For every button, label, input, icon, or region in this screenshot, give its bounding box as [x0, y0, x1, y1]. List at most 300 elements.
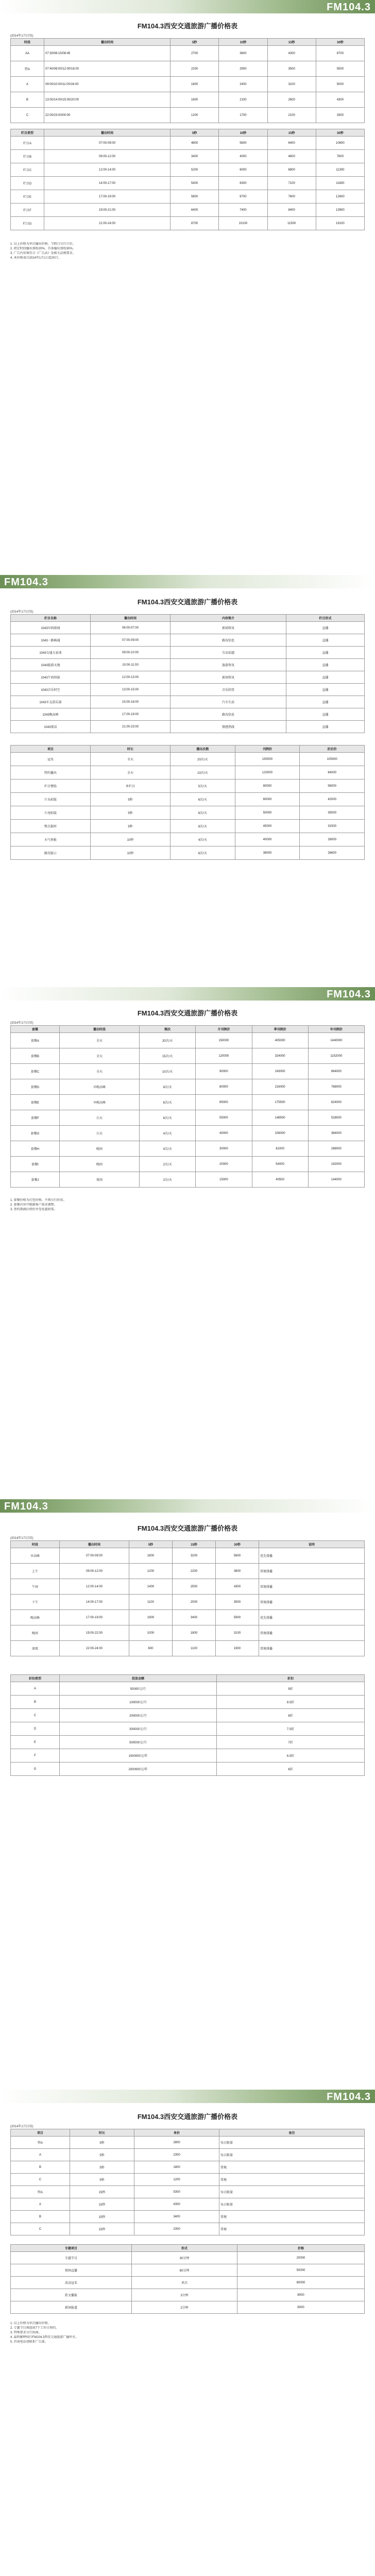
table-row — [11, 46, 365, 61]
header-cell: 播出时间 — [44, 129, 171, 137]
table-cell: 单次 — [132, 2277, 237, 2289]
table-cell: 10次/天 — [171, 766, 235, 779]
table-cell: 晚间 — [11, 1625, 60, 1641]
header-cell: 备注 — [219, 2129, 365, 2137]
table-cell: 1900 — [129, 1610, 173, 1625]
table-cell: 26600 — [300, 846, 365, 860]
table-cell: 1200 — [129, 1564, 173, 1579]
table-cell: 81000 — [252, 1141, 308, 1157]
table-cell: 1043音乐时空 — [11, 684, 91, 696]
table-cell: 108000 — [252, 1126, 308, 1141]
table-cell: 45000 — [235, 820, 300, 833]
table-cell: 15秒 — [70, 2186, 134, 2198]
program-table — [10, 614, 365, 733]
table-row — [11, 2198, 365, 2211]
table-cell: 35000 — [300, 806, 365, 820]
header-cell: 30秒 — [316, 39, 364, 46]
table-cell: 324000 — [252, 1048, 308, 1064]
table-cell: 午间 — [11, 1579, 60, 1595]
table-cell: 15秒 — [70, 2211, 134, 2223]
table-cell: 常规排播 — [259, 1641, 365, 1656]
table-cell: 06:00-07:00 — [91, 622, 171, 634]
table-cell: 1152000 — [308, 1048, 364, 1064]
table-cell: 150000 — [235, 753, 300, 766]
table-cell: 20000 — [237, 2252, 365, 2264]
table-cell: 晚间 — [60, 1157, 140, 1172]
table-cell: 13:00/14:00/15:00/20:00 — [44, 92, 171, 108]
section-4 — [0, 1499, 375, 1860]
table-cell: 5秒 — [70, 2174, 134, 2186]
table-cell: B — [11, 92, 44, 108]
header-cell: 项目 — [11, 745, 91, 753]
table-row — [11, 137, 365, 150]
doc-note: (2014年1月启用) — [10, 611, 33, 614]
table-cell: C — [11, 2223, 70, 2235]
table-row — [11, 1709, 365, 1722]
table-cell: 40000 — [196, 1126, 252, 1141]
table-cell: 1000000元/年 — [60, 1749, 217, 1762]
table-cell: 12:00-14:00 — [44, 163, 171, 177]
table-cell: 栏目B — [11, 150, 44, 163]
doc-title: FM104.3西安交通旅游广播价格表 — [137, 2113, 238, 2121]
table-cell: 5900 — [216, 1610, 259, 1625]
table-cell: 套餐G — [11, 1126, 60, 1141]
table-row — [11, 2186, 365, 2198]
table-row — [11, 846, 365, 860]
table-cell: 19:00-22:00 — [60, 1625, 129, 1641]
table-row — [11, 2174, 365, 2186]
note-line: 3. 签约期满后续约享受优惠政策。 — [10, 1208, 57, 1211]
table-row — [11, 2277, 365, 2289]
table-cell: 2100 — [219, 92, 267, 108]
table-row — [11, 793, 365, 806]
table-cell: 路况信息 — [171, 708, 286, 721]
table-row — [11, 779, 365, 793]
table-header-row — [11, 2129, 365, 2137]
header-cell: 10秒 — [219, 129, 267, 137]
header-cell: 播出时段 — [60, 1026, 140, 1033]
table-cell: 3500 — [267, 61, 316, 77]
table-cell: 2600 — [267, 92, 316, 108]
table-cell: 1800 — [129, 1548, 173, 1564]
table-cell: 3100 — [216, 1625, 259, 1641]
table-cell: 新闻资讯 — [171, 622, 286, 634]
table-row — [11, 1064, 365, 1079]
table-cell: 07:00-09:00 — [60, 1548, 129, 1564]
header-cell: 季刊例价 — [252, 1026, 308, 1033]
table-cell: 09:00/10:00/11:00/16:00 — [44, 77, 171, 92]
header-cell: 投放金额 — [60, 1675, 217, 1682]
table-row — [11, 1641, 365, 1656]
note-line: 4. 本价格表自2014年1月1日起执行。 — [10, 257, 61, 260]
table-cell: 1043午间快报 — [11, 671, 91, 684]
table-cell: 深夜 — [11, 1641, 60, 1656]
table-cell: 6300 — [219, 177, 267, 190]
notes — [10, 242, 365, 261]
table-cell: 192000 — [308, 1157, 364, 1172]
table-cell: 21:00-24:00 — [44, 217, 171, 230]
table-cell: 55000 — [196, 1110, 252, 1126]
table-row — [11, 1079, 365, 1095]
table-cell: 09:00-12:00 — [44, 150, 171, 163]
table-cell: 6折 — [217, 1762, 365, 1776]
table-cell: 1400 — [129, 1579, 173, 1595]
table-cell: 6次/天 — [171, 793, 235, 806]
table-cell: 300000元/月 — [60, 1722, 217, 1736]
header-cell: 30秒 — [216, 1541, 259, 1548]
notes — [10, 2321, 365, 2345]
table-cell: 3400 — [173, 1610, 216, 1625]
table-row — [11, 1110, 365, 1126]
doc-title: FM104.3西安交通旅游广播价格表 — [137, 22, 238, 30]
table-cell: 07:00-09:00 — [91, 634, 171, 647]
program-price-table — [10, 129, 365, 230]
table-cell: 5秒 — [70, 2161, 134, 2174]
table-cell: 15次/天 — [140, 1048, 196, 1064]
table-cell: 12600 — [316, 190, 364, 204]
table-row — [11, 1548, 365, 1564]
header-cell: 播出次数 — [171, 745, 235, 753]
table-cell: 常规 — [219, 2174, 365, 2186]
doc-title: FM104.3西安交通旅游广播价格表 — [137, 1524, 238, 1532]
table-cell: D — [11, 1722, 60, 1736]
brand-label: FM104.3 — [327, 2091, 371, 2103]
header-cell: 说明 — [259, 1541, 365, 1548]
table-header-row — [11, 2245, 365, 2252]
table-cell: 直播 — [286, 696, 365, 708]
table-cell: 1043晚高峰 — [11, 708, 91, 721]
table-cell: 直播 — [286, 671, 365, 684]
table-cell: 套餐H — [11, 1141, 60, 1157]
table-cell: 新闻报道 — [11, 2301, 132, 2314]
table-cell: 每日限量 — [219, 2137, 365, 2149]
table-cell: 优先排播 — [259, 1548, 365, 1564]
header-cell: 项目 — [11, 2129, 70, 2137]
table-cell: 5000 — [316, 77, 364, 92]
table-cell: 8次/天 — [140, 1079, 196, 1095]
section-5-banner — [0, 2090, 375, 2103]
table-cell: 2分钟 — [132, 2301, 237, 2314]
header-cell: 播出时间 — [91, 615, 171, 622]
table-cell: 2300 — [134, 2149, 219, 2161]
table-cell: 13900 — [316, 204, 364, 217]
table-cell: 60000 — [235, 793, 300, 806]
table-cell: 夜间 — [60, 1172, 140, 1188]
table-cell: 5秒 — [91, 820, 171, 833]
table-cell: 5300 — [134, 2186, 219, 2198]
table-cell: A — [11, 2149, 70, 2161]
table-cell: 65000 — [196, 1095, 252, 1110]
table-header-row — [11, 745, 365, 753]
table-row — [11, 2149, 365, 2161]
table-cell: 2300 — [134, 2223, 219, 2235]
table-cell: 4次/天 — [171, 833, 235, 846]
table-cell: 07:30/08:15/08:45 — [44, 46, 171, 61]
header-cell: 30秒 — [316, 129, 364, 137]
table-cell: 旅游资讯 — [171, 659, 286, 671]
table-row — [11, 2264, 365, 2277]
table-cell: 100000元/月 — [60, 1696, 217, 1709]
table-cell: 3分钟 — [132, 2289, 237, 2301]
table-cell: 3100 — [267, 77, 316, 92]
table-cell: 2900 — [219, 61, 267, 77]
table-cell: 6400 — [171, 204, 219, 217]
table-cell: 特约播出 — [11, 766, 91, 779]
table-cell: 8000 — [237, 2289, 365, 2301]
table-cell: 17:00-19:00 — [60, 1610, 129, 1625]
table-cell: 1100 — [173, 1641, 216, 1656]
table-cell: 优先排播 — [259, 1610, 365, 1625]
table-cell: 栏目A — [11, 137, 44, 150]
table-cell: 22:00/23:00/00:00 — [44, 108, 171, 123]
table-cell: 6次/天 — [171, 846, 235, 860]
table-row — [11, 1736, 365, 1749]
table-row — [11, 806, 365, 820]
package-table — [10, 1025, 365, 1188]
table-cell: 200000元/月 — [60, 1709, 217, 1722]
table-cell: 864000 — [308, 1064, 364, 1079]
special-table — [10, 2244, 365, 2314]
table-cell: 60分钟 — [132, 2264, 237, 2277]
header-cell: 播出时间 — [44, 39, 171, 46]
table-cell: 栏目赞助 — [11, 779, 91, 793]
table-cell: 直播 — [286, 721, 365, 733]
header-cell: 时长 — [70, 2129, 134, 2137]
table-row — [11, 684, 365, 696]
table-cell: 新闻资讯 — [171, 671, 286, 684]
table-row — [11, 2223, 365, 2235]
table-cell: 243000 — [252, 1064, 308, 1079]
table-row — [11, 92, 365, 108]
table-row — [11, 1157, 365, 1172]
table-cell: 20000 — [196, 1157, 252, 1172]
table-row — [11, 1682, 365, 1696]
table-cell: 84000 — [300, 766, 365, 779]
table-cell: 6000 — [237, 2301, 365, 2314]
table-cell: 栏目C — [11, 163, 44, 177]
table-row — [11, 1749, 365, 1762]
table-cell: 6800 — [267, 163, 316, 177]
note-line: 1. 以上价格为单次播出价格，节假日另行计价。 — [10, 243, 76, 246]
table-cell: 2700 — [171, 46, 219, 61]
header-cell: 单价 — [134, 2129, 219, 2137]
table-cell: 专题节目 — [11, 2252, 132, 2264]
table-cell: 11800 — [316, 177, 364, 190]
table-cell: 套餐C — [11, 1064, 60, 1079]
table-cell: 38000 — [235, 846, 300, 860]
header-cell: 折扣 — [217, 1675, 365, 1682]
table-cell: 2100 — [267, 108, 316, 123]
header-cell: 时长 — [91, 745, 171, 753]
table-cell: 4300 — [134, 2198, 219, 2211]
table-row — [11, 1033, 365, 1048]
table-cell: 1800 — [134, 2161, 219, 2174]
table-cell: 5秒 — [70, 2137, 134, 2149]
table-cell: 5400 — [171, 177, 219, 190]
table-row — [11, 721, 365, 733]
table-cell: A — [11, 1682, 60, 1696]
table-cell: 5800 — [171, 190, 219, 204]
table-cell: 晚高峰 — [11, 1610, 60, 1625]
table-cell: 早高峰 — [11, 1548, 60, 1564]
table-cell: 28000 — [300, 833, 365, 846]
table-cell: 56000 — [300, 779, 365, 793]
table-cell: 栏目F — [11, 204, 44, 217]
header-cell: 时段 — [11, 39, 44, 46]
table-cell: 直播 — [286, 659, 365, 671]
table-row — [11, 1610, 365, 1625]
table-cell: 40500 — [252, 1172, 308, 1188]
table-cell: 80000 — [237, 2277, 365, 2289]
table-cell: 套餐B — [11, 1048, 60, 1064]
table-cell: 1043车友俱乐部 — [11, 696, 91, 708]
header-cell: 5秒 — [129, 1541, 173, 1548]
table-cell: 12:00-13:00 — [91, 671, 171, 684]
brand-label: FM104.3 — [4, 577, 48, 588]
table-cell: 早晚高峰 — [60, 1095, 140, 1110]
table-cell: 路况提示 — [11, 846, 91, 860]
table-cell: B — [11, 1696, 60, 1709]
table-cell: 特A — [11, 2186, 70, 2198]
table-cell: 5次/天 — [171, 779, 235, 793]
table-cell: 405000 — [252, 1033, 308, 1048]
table-cell: 6000 — [219, 163, 267, 177]
header-cell: 时段 — [11, 1541, 60, 1548]
table-cell: 3500 — [216, 1595, 259, 1610]
table-cell: 80000 — [196, 1079, 252, 1095]
table-header-row — [11, 615, 365, 622]
table-cell: 3600 — [219, 46, 267, 61]
table-row — [11, 1564, 365, 1579]
table-row — [11, 108, 365, 123]
table-cell: 常规排播 — [259, 1595, 365, 1610]
header-cell: 刊例价 — [235, 745, 300, 753]
table-cell: 3200 — [173, 1548, 216, 1564]
table-row — [11, 671, 365, 684]
brand-label: FM104.3 — [4, 1501, 48, 1512]
table-cell: 7400 — [219, 204, 267, 217]
table-cell: 2次/天 — [140, 1172, 196, 1188]
note-line: 2. 指定时段播出加收20%，首条播出加收30%。 — [10, 247, 76, 250]
header-cell: 10秒 — [219, 39, 267, 46]
doc-note: (2014年1月启用) — [10, 35, 33, 38]
table-cell: 4800 — [171, 137, 219, 150]
header-cell: 5秒 — [171, 39, 219, 46]
note-line: 1. 以上价格为单次播出价格。 — [10, 2322, 51, 2325]
table-row — [11, 204, 365, 217]
table-cell: C — [11, 1709, 60, 1722]
table-row — [11, 2161, 365, 2174]
table-cell: 17:00-19:00 — [44, 190, 171, 204]
sponsorship-table — [10, 745, 365, 860]
header-cell: 折扣类型 — [11, 1675, 60, 1682]
table-cell: 500000元/月 — [60, 1736, 217, 1749]
table-cell: 冠名 — [11, 753, 91, 766]
table-row — [11, 77, 365, 92]
table-cell: 直播 — [286, 647, 365, 659]
table-cell: 22:00-24:00 — [60, 1641, 129, 1656]
table-header-row — [11, 1026, 365, 1033]
table-cell: 1440000 — [308, 1033, 364, 1048]
table-row — [11, 833, 365, 846]
table-cell: 特A — [11, 61, 44, 77]
table-cell: 现场直播 — [11, 2264, 132, 2277]
table-cell: 09:00-12:00 — [60, 1564, 129, 1579]
spot-price-table — [10, 2129, 365, 2235]
table-cell: 2000 — [173, 1595, 216, 1610]
header-cell: 栏目名称 — [11, 615, 91, 622]
brand-label: FM104.3 — [327, 989, 371, 1000]
table-row — [11, 696, 365, 708]
table-cell: 6次/天 — [140, 1110, 196, 1126]
table-cell: 6700 — [219, 190, 267, 204]
header-cell: 栏目形式 — [286, 615, 365, 622]
table-cell: 每日限量 — [219, 2149, 365, 2161]
table-cell: 汽车生活 — [171, 696, 286, 708]
doc-note: (2014年1月启用) — [10, 2125, 33, 2128]
table-cell: 8次/天 — [171, 820, 235, 833]
table-cell: 常规 — [219, 2211, 365, 2223]
table-cell: 10600 — [316, 137, 364, 150]
table-cell: 9折 — [217, 1682, 365, 1696]
table-cell: A — [11, 77, 44, 92]
table-cell: 07:00-09:00 — [44, 137, 171, 150]
doc-note: (2014年1月启用) — [10, 1537, 33, 1540]
table-cell: 1100 — [129, 1595, 173, 1610]
table-cell: 全天 — [60, 1064, 140, 1079]
table-cell: 8700 — [171, 217, 219, 230]
table-cell: C — [11, 2174, 70, 2186]
table-cell: 4300 — [267, 46, 316, 61]
table-cell: 特A — [11, 2137, 70, 2149]
table-cell: 5秒 — [91, 806, 171, 820]
table-cell: 148500 — [252, 1110, 308, 1126]
table-cell: 15秒 — [70, 2223, 134, 2235]
table-cell: 4300 — [216, 1579, 259, 1595]
timeslot-table — [10, 1540, 365, 1656]
table-cell: 常规 — [219, 2223, 365, 2235]
table-cell: 3400 — [171, 150, 219, 163]
table-cell: 音乐欣赏 — [171, 684, 286, 696]
table-cell: 套餐F — [11, 1110, 60, 1126]
doc-note: (2014年1月启用) — [10, 1022, 33, 1025]
section-3-banner — [0, 987, 375, 1001]
table-cell: 10次/天 — [140, 1064, 196, 1079]
table-cell: 21:00-23:00 — [91, 721, 171, 733]
table-row — [11, 1048, 365, 1064]
table-cell: 42000 — [300, 793, 365, 806]
table-row — [11, 150, 365, 163]
table-cell: 下午 — [11, 1595, 60, 1610]
header-cell: 内容简介 — [171, 615, 286, 622]
table-row — [11, 1579, 365, 1595]
table-cell: 54000 — [252, 1157, 308, 1172]
table-cell: 624000 — [308, 1095, 364, 1110]
table-cell: 全天 — [60, 1033, 140, 1048]
table-cell: 2200 — [171, 61, 219, 77]
table-cell: 上午 — [11, 1564, 60, 1579]
table-cell: 31500 — [300, 820, 365, 833]
table-cell: 8400 — [267, 204, 316, 217]
table-cell: 白天 — [60, 1110, 140, 1126]
section-5 — [0, 2090, 375, 2576]
table-cell: 1043一路畅通 — [11, 634, 91, 647]
table-cell: 1600 — [171, 92, 219, 108]
table-cell: 10100 — [219, 217, 267, 230]
table-cell: 1700 — [219, 108, 267, 123]
table-cell: 8折 — [217, 1709, 365, 1722]
table-row — [11, 622, 365, 634]
